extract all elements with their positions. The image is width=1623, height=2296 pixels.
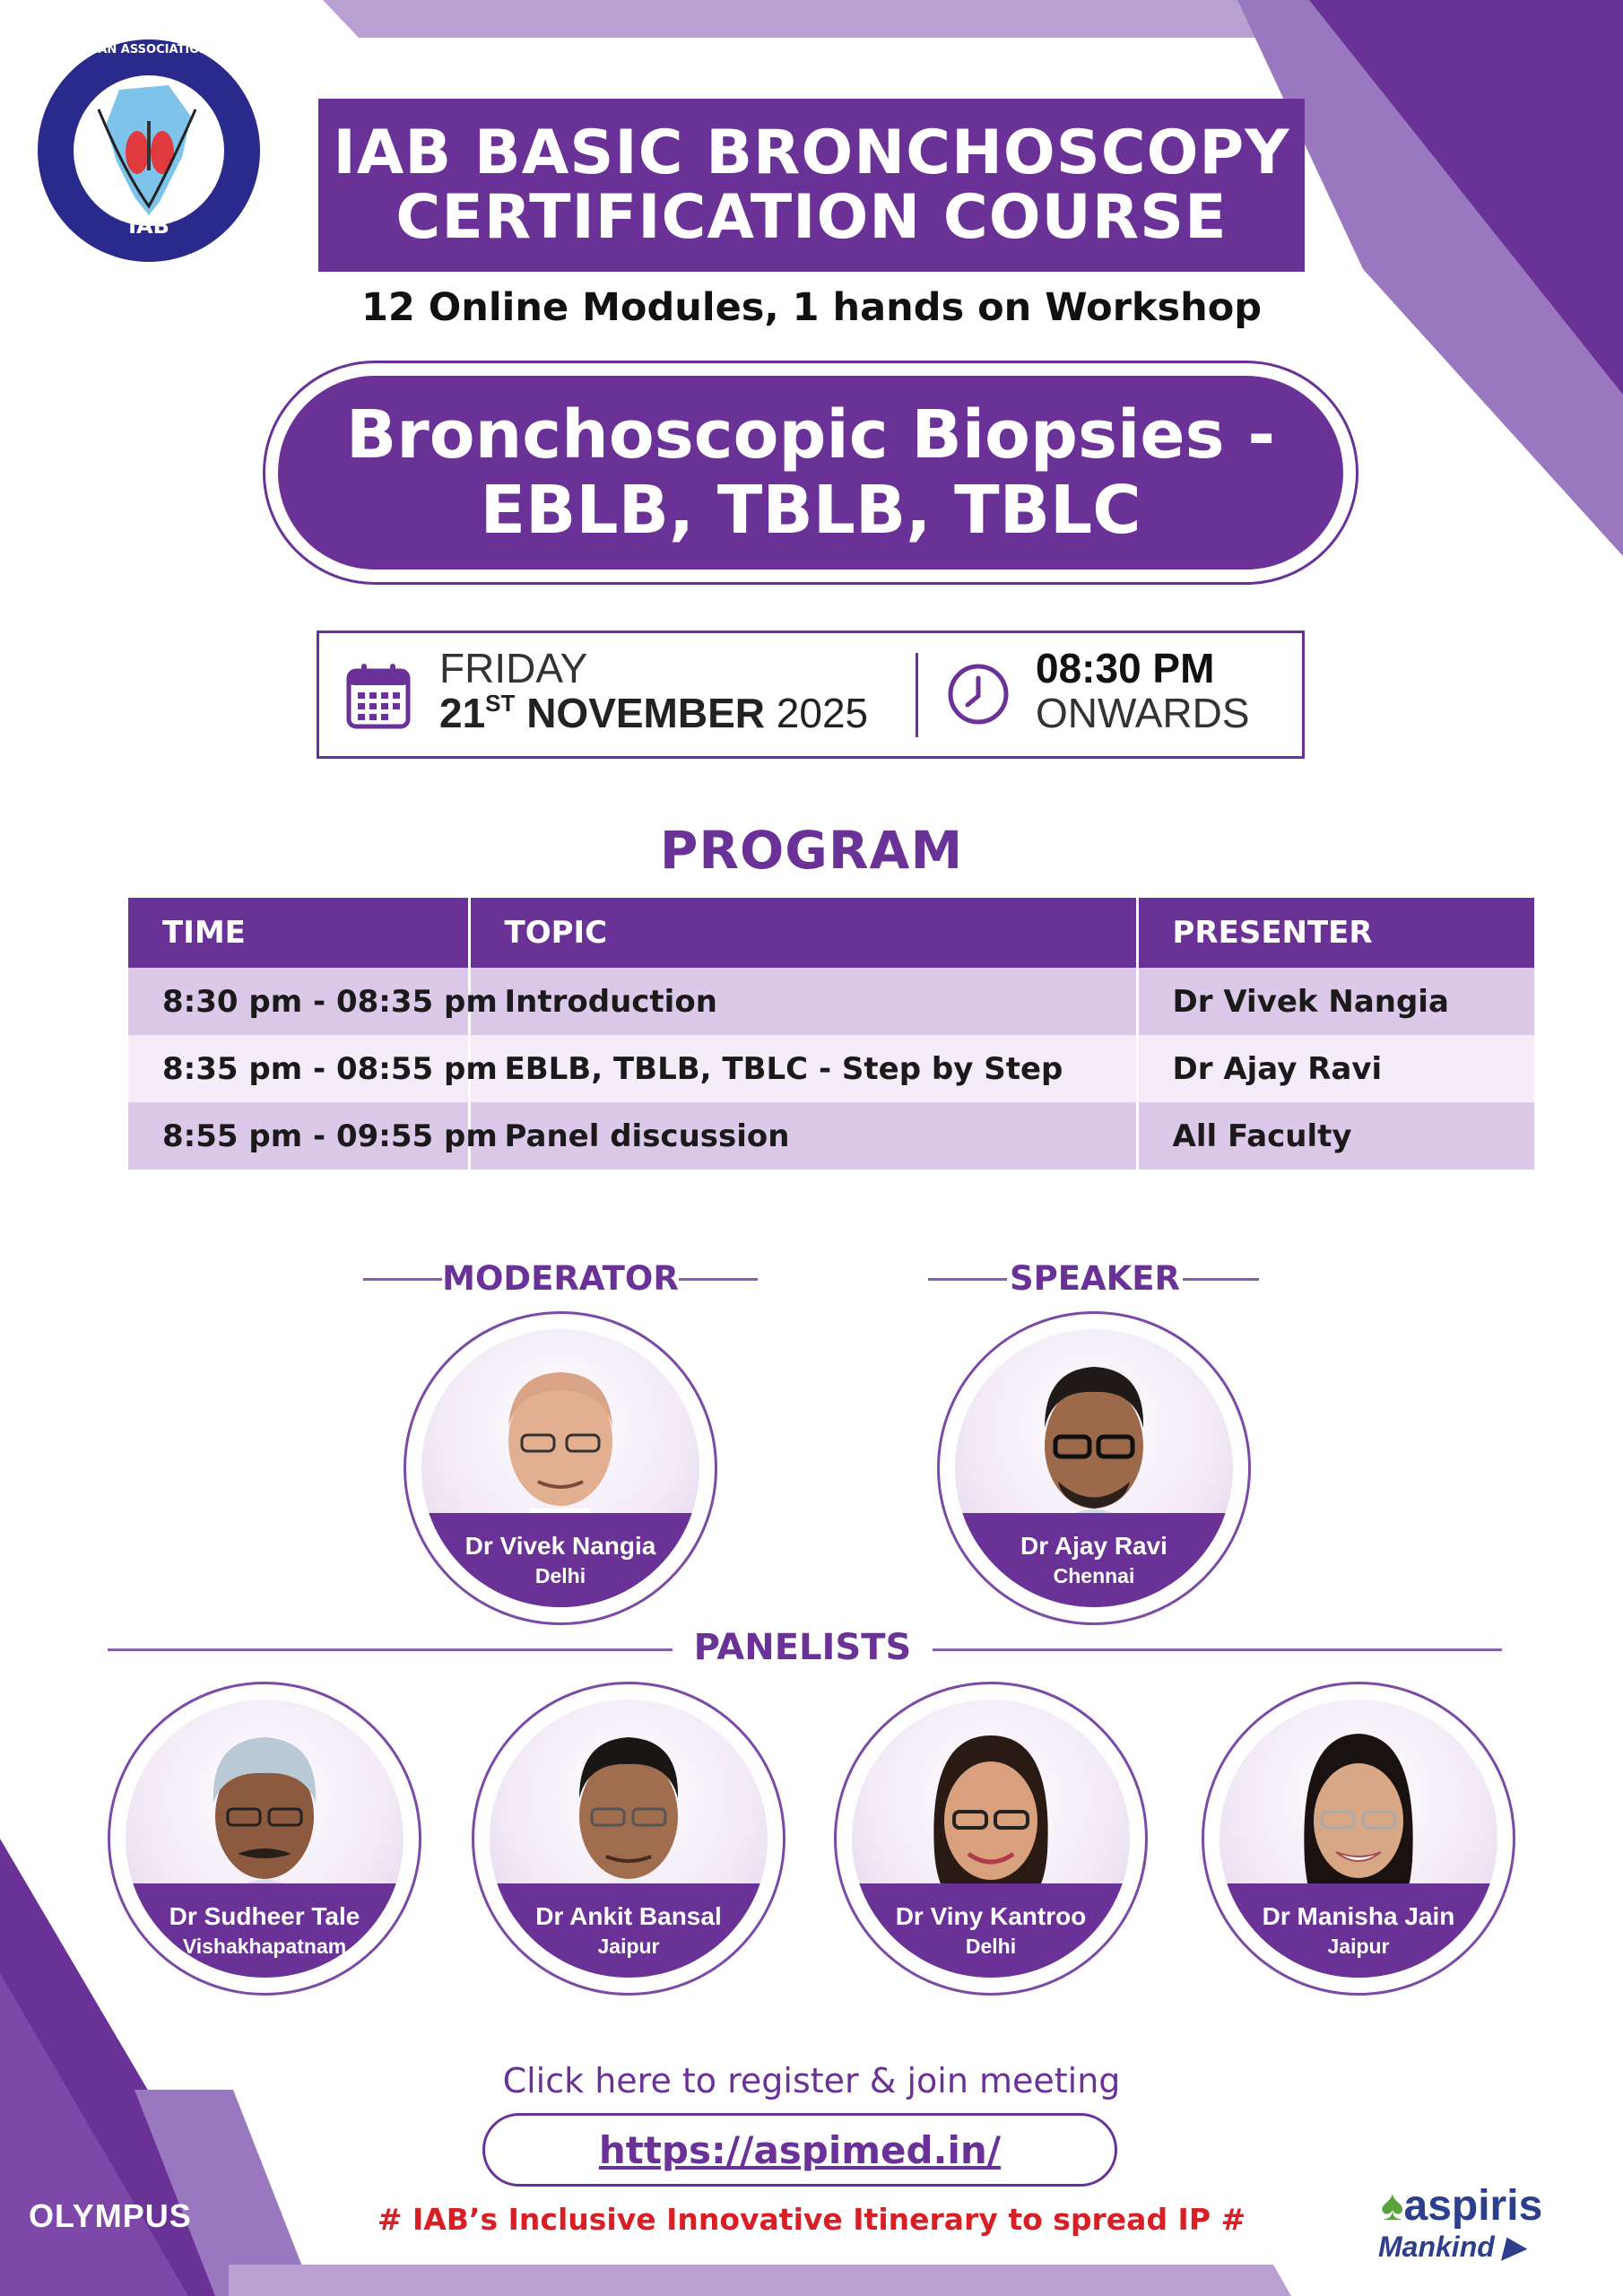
moderator-city: Delhi [534, 1564, 586, 1587]
panelist-photo [490, 1700, 768, 1978]
panelist-name: Dr Manisha Jain [1262, 1902, 1455, 1930]
panelist-name: Dr Ankit Bansal [535, 1902, 722, 1930]
program-table [128, 898, 1534, 1170]
lungs-icon: ♠ [1381, 2182, 1404, 2230]
iab-logo [34, 36, 345, 265]
panelist-card [1202, 1682, 1515, 1996]
row-presenter: Dr Vivek Nangia [1137, 968, 1534, 1035]
speaker-label: SPEAKER [1009, 1259, 1181, 1298]
table-row [128, 968, 1534, 1035]
row-time: 8:35 pm - 08:55 pm [128, 1035, 469, 1102]
panelist-card [108, 1682, 421, 1996]
panelist-card [834, 1682, 1148, 1996]
olympus-logo: OLYMPUS [29, 2197, 192, 2234]
mankind-arrow-icon: ▶ [1494, 2231, 1525, 2263]
row-time: 8:30 pm - 08:35 pm [128, 968, 469, 1035]
tagline: # IAB’s Inclusive Innovative Itinerary to spread IP # [377, 2202, 1246, 2237]
course-subtitle: 12 Online Modules, 1 hands on Workshop [360, 285, 1263, 330]
speaker-rule-right [1183, 1278, 1259, 1281]
row-topic: Panel discussion [469, 1102, 1137, 1170]
event-date [439, 689, 868, 737]
course-title-line2: CERTIFICATION COURSE [395, 181, 1228, 253]
mankind-logo-text: Mankind [1378, 2231, 1495, 2263]
table-row [128, 1102, 1534, 1170]
event-year: 2025 [776, 690, 869, 736]
event-month: NOVEMBER [526, 690, 765, 736]
header-presenter: PRESENTER [1137, 898, 1534, 968]
moderator-photo [421, 1329, 699, 1607]
topic-line2: EBLB, TBLB, TBLC [480, 472, 1141, 549]
moderator-label: MODERATOR [442, 1259, 679, 1298]
course-title-banner [318, 99, 1305, 272]
panelists-rule-left [108, 1648, 673, 1651]
panelist-city: Jaipur [1327, 1935, 1390, 1958]
calendar-icon [345, 662, 412, 730]
program-header-row [128, 898, 1534, 968]
panelists-rule-right [933, 1648, 1502, 1651]
speaker-name: Dr Ajay Ravi [1020, 1532, 1167, 1560]
date-time-divider [916, 653, 918, 737]
table-row [128, 1035, 1534, 1102]
aspiris-logo-text: aspiris [1403, 2182, 1543, 2230]
row-topic: Introduction [469, 968, 1137, 1035]
panelist-photo [852, 1700, 1130, 1978]
panelist-city: Jaipur [597, 1935, 660, 1958]
panelist-name: Dr Viny Kantroo [895, 1902, 1087, 1930]
event-day: FRIDAY [439, 645, 588, 691]
course-title-line1: IAB BASIC BRONCHOSCOPY [333, 117, 1290, 188]
panelist-city: Vishakhapatnam [182, 1935, 347, 1958]
moderator-name: Dr Vivek Nangia [464, 1532, 656, 1560]
mankind-logo [1378, 2230, 1524, 2264]
topic-pill [278, 376, 1343, 570]
register-link-button[interactable] [482, 2113, 1117, 2187]
row-presenter: All Faculty [1137, 1102, 1534, 1170]
event-date-num: 21 [439, 690, 486, 736]
row-time: 8:55 pm - 09:55 pm [128, 1102, 469, 1170]
row-topic: EBLB, TBLB, TBLC - Step by Step [469, 1035, 1137, 1102]
panelist-photo [1219, 1700, 1497, 1978]
clock-icon [946, 662, 1011, 726]
event-time: 08:30 PM [1036, 645, 1215, 691]
register-url-link[interactable]: https://aspimed.in/ [598, 2127, 1002, 2172]
logo-abbr: IAB [128, 213, 169, 239]
row-presenter: Dr Ajay Ravi [1137, 1035, 1534, 1102]
header-time: TIME [128, 898, 469, 968]
aspiris-logo [1381, 2181, 1542, 2231]
event-time-note: ONWARDS [1036, 690, 1250, 736]
panelist-city: Delhi [965, 1935, 1017, 1958]
topic-line1: Bronchoscopic Biopsies - [345, 396, 1276, 474]
logo-ring-text: INDIAN ASSOCIATION FOR BRONCHOLOGY [70, 43, 345, 57]
panelist-name: Dr Sudheer Tale [169, 1902, 360, 1930]
moderator-card [404, 1311, 717, 1625]
program-heading: PROGRAM [659, 820, 964, 881]
speaker-photo [955, 1329, 1233, 1607]
panelist-photo [126, 1700, 404, 1978]
moderator-rule-left [363, 1278, 442, 1281]
header-topic: TOPIC [469, 898, 1137, 968]
moderator-rule-right [679, 1278, 758, 1281]
speaker-city: Chennai [1053, 1564, 1135, 1587]
speaker-rule-left [928, 1278, 1007, 1281]
panelist-card [472, 1682, 785, 1996]
event-date-suffix: ST [485, 690, 516, 717]
panelists-label: PANELISTS [693, 1627, 912, 1668]
speaker-card [937, 1311, 1251, 1625]
register-prompt: Click here to register & join meeting [502, 2061, 1121, 2100]
